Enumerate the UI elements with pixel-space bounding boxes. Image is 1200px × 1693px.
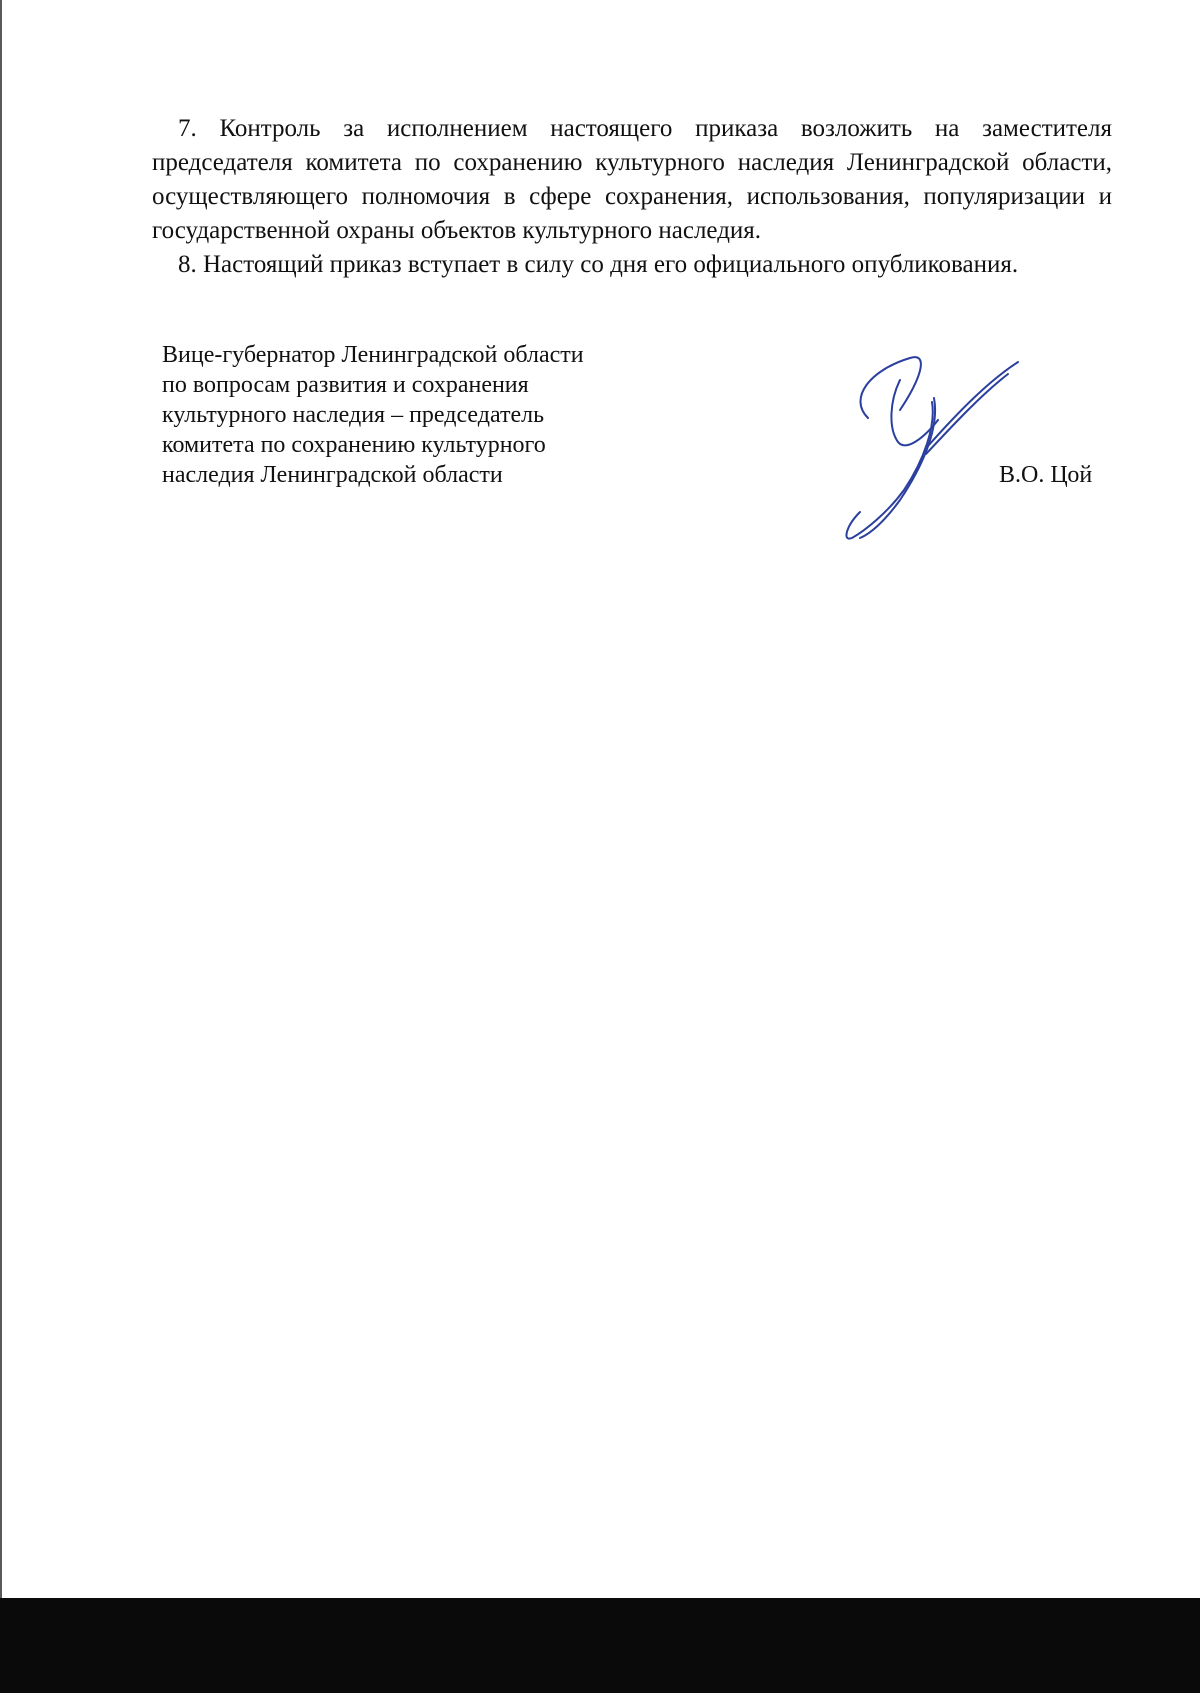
signature-title-line: комитета по сохранению культурного xyxy=(162,432,546,458)
signature-title-line: культурного наследия – председатель xyxy=(162,402,545,428)
signature-title-line: Вице-губернатор Ленинградской области xyxy=(162,342,584,368)
scan-left-edge xyxy=(0,0,2,1600)
paragraph-7: 7. Контроль за исполнением настоящего приказа возложить на заместителя председателя комитета по сохранению культурного наследия Ленинградской области, осуществляющего полномочия в сфере сохранения, использования, популяризации и государственной охраны объектов культурного наследия. xyxy=(152,115,1112,244)
document-body xyxy=(152,112,1112,282)
signature-title-block xyxy=(162,340,722,490)
handwritten-signature xyxy=(840,350,1040,550)
paragraph-8: 8. Настоящий приказ вступает в силу со дня его официального опубликования. xyxy=(178,251,1019,278)
signature-title-line: по вопросам развития и сохранения xyxy=(162,372,529,398)
scan-bottom-band xyxy=(0,1598,1200,1693)
signature-title-line: наследия Ленинградской области xyxy=(162,462,503,488)
signer-name: В.О. Цой xyxy=(999,462,1093,488)
